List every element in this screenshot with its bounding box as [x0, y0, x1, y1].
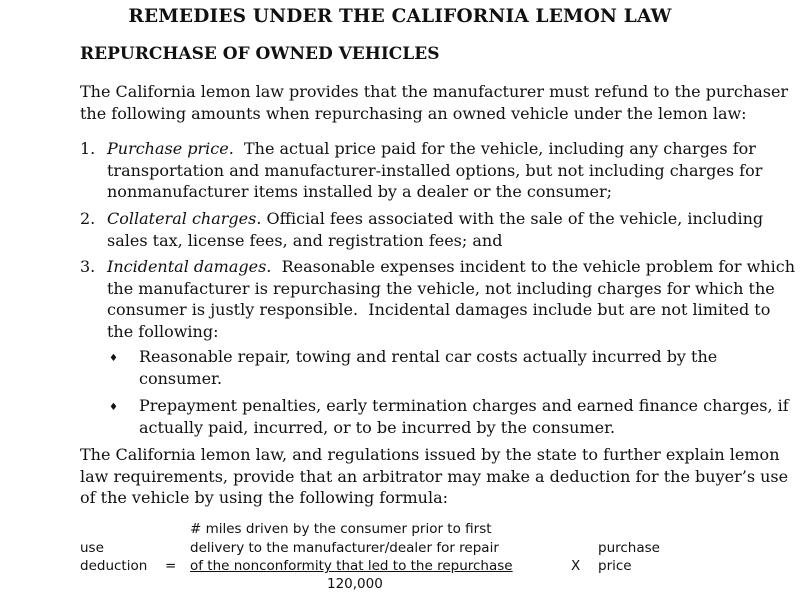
list-item-term: Collateral charges. — [107, 209, 262, 228]
list-item-term: Purchase price. — [107, 139, 234, 158]
list-item-incidental-damages — [80, 256, 800, 342]
formula-label-use: use — [80, 540, 104, 556]
list-item-purchase-price — [80, 138, 795, 203]
formula-label-purchase: purchase — [598, 540, 660, 556]
formula-numerator-line-3: of the nonconformity that led to the repurchase — [190, 558, 513, 574]
formula-label-price: price — [598, 558, 632, 574]
list-item-text: Official fees associated with the sale of the vehicle, including sales tax, license fees, and registration fees; and — [107, 209, 769, 250]
list-item-body — [107, 138, 795, 203]
bullet-item-prepayment-penalties — [109, 395, 789, 438]
intro-paragraph: The California lemon law provides that the manufacturer must refund to the purchaser the following amounts when repurchasing an owned vehicle under the lemon law: — [80, 82, 789, 123]
document-title: REMEDIES UNDER THE CALIFORNIA LEMON LAW — [128, 6, 672, 27]
section-heading: REPURCHASE OF OWNED VEHICLES — [80, 44, 440, 64]
formula-times-sign: X — [571, 558, 581, 574]
closing-paragraph: The California lemon law, and regulations issued by the state to further explain lemon law requirements, provide that an arbitrator may make a deduction for the buyer’s use of the vehicle by using the following formula: — [80, 445, 789, 507]
list-item-text: Reasonable expenses incident to the vehicle problem for which the manufacturer is repurchasing the vehicle, not including charges for which the consumer is justly responsible. Incidental damages include but are not limited to the following: — [107, 257, 800, 341]
diamond-bullet-icon: ♦ — [109, 353, 118, 364]
formula-numerator-line-1: # miles driven by the consumer prior to first — [190, 521, 492, 537]
formula-equals-sign: = — [165, 558, 177, 574]
list-number: 2. — [80, 209, 96, 228]
diamond-bullet-icon: ♦ — [109, 402, 118, 413]
list-item-collateral-charges — [80, 208, 795, 251]
list-item-text: The actual price paid for the vehicle, including any charges for transportation and manufacturer-installed options, but not including charges for nonmanufacturer items installed by a dealer or the consumer; — [107, 139, 768, 201]
list-item-body — [107, 208, 795, 251]
list-item-term: Incidental damages. — [107, 257, 272, 276]
bullet-item-repair-costs — [109, 346, 789, 389]
formula-denominator: 120,000 — [327, 576, 383, 592]
list-item-body — [107, 256, 800, 342]
formula-label-deduction: deduction — [80, 558, 148, 574]
formula-numerator-line-2: delivery to the manufacturer/dealer for repair — [190, 540, 499, 556]
bullet-text: Reasonable repair, towing and rental car costs actually incurred by the consumer. — [139, 347, 718, 388]
list-number: 1. — [80, 139, 96, 158]
list-number: 3. — [80, 257, 96, 276]
bullet-text: Prepayment penalties, early termination charges and earned finance charges, if actually paid, incurred, or to be incurred by the consumer. — [139, 396, 789, 437]
